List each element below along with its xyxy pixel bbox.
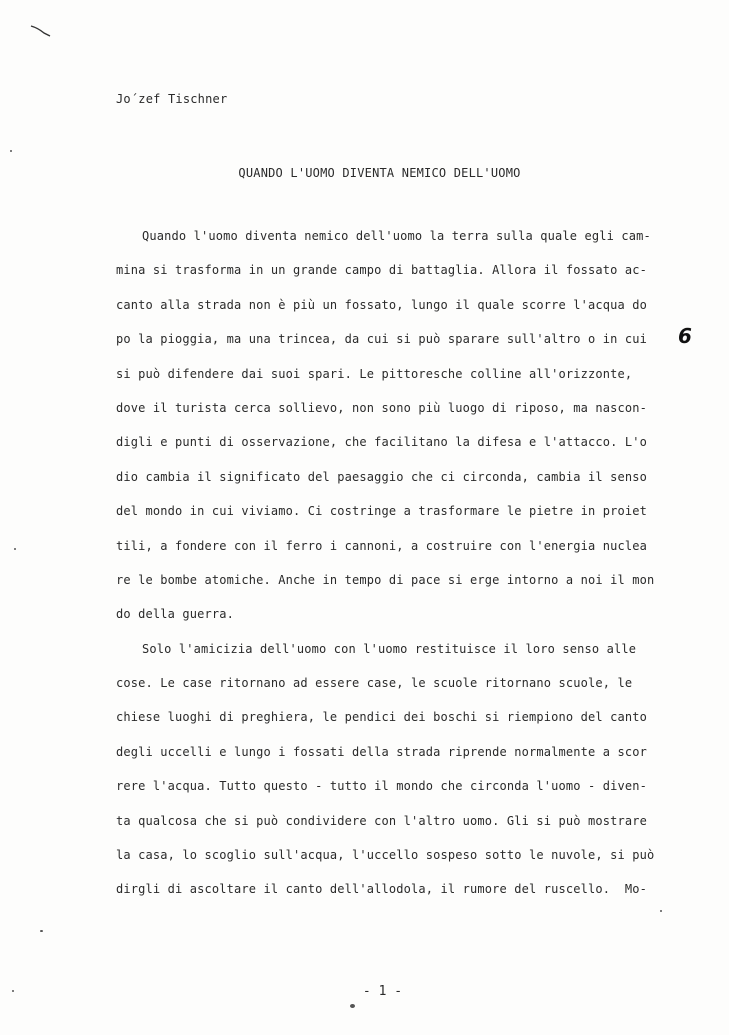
text-line: chiese luoghi di preghiera, le pendici dei boschi si riempiono del canto [116,710,647,725]
text-line: dio cambia il significato del paesaggio che ci circonda, cambia il senso [116,469,647,484]
scan-speck [40,930,43,932]
text-line: re le bombe atomiche. Anche in tempo di pace si erge intorno a noi il mon [116,572,655,587]
text-line: del mondo in cui viviamo. Ci costringe a trasformare le pietre in proiet [116,504,647,519]
text-line: mina si trasforma in un grande campo di battaglia. Allora il fossato ac- [116,263,647,278]
text-line: digli e punti di osservazione, che facilitano la difesa e l'attacco. L'o [116,435,647,450]
scan-speck [350,1004,355,1008]
corner-scan-mark [30,24,52,38]
text-line: degli uccelli e lungo i fossati della strada riprende normalmente a scor [116,744,647,759]
text-line: dove il turista cerca sollievo, non sono più luogo di riposo, ma nascon- [116,400,647,415]
text-line: si può difendere dai suoi spari. Le pittoresche colline all'orizzonte, [116,366,633,381]
scan-speck [660,910,662,912]
scan-speck [12,990,14,992]
body-text [116,224,656,912]
text-line: la casa, lo scoglio sull'acqua, l'uccello sospeso sotto le nuvole, si può [116,848,655,863]
text-line: ta qualcosa che si può condividere con l'altro uomo. Gli si può mostrare [116,813,647,828]
handwritten-margin-mark: 6 [678,324,692,348]
text-line: cose. Le case ritornano ad essere case, le scuole ritornano scuole, le [116,676,633,691]
text-line: canto alla strada non è più un fossato, lungo il quale scorre l'acqua do [116,297,647,312]
author-name: Jo´zef Tischner [116,92,228,106]
text-line: Quando l'uomo diventa nemico dell'uomo la terra sulla quale egli cam- [142,229,651,243]
text-line: po la pioggia, ma una trincea, da cui si può sparare sull'altro o in cui [116,332,647,347]
text-line: dirgli di ascoltare il canto dell'allodola, il rumore del ruscello. Mo- [116,882,647,897]
text-line: rere l'acqua. Tutto questo - tutto il mondo che circonda l'uomo - diven- [116,779,647,794]
document-title: QUANDO L'UOMO DIVENTA NEMICO DELL'UOMO [238,166,521,180]
text-line: Solo l'amicizia dell'uomo con l'uomo restituisce il loro senso alle [142,641,637,656]
text-line: tili, a fondere con il ferro i cannoni, a costruire con l'energia nuclea [116,538,647,553]
scan-speck [10,150,12,152]
page-number: - 1 - [362,984,403,999]
text-line: do della guerra. [116,607,234,622]
scan-speck [14,548,16,550]
